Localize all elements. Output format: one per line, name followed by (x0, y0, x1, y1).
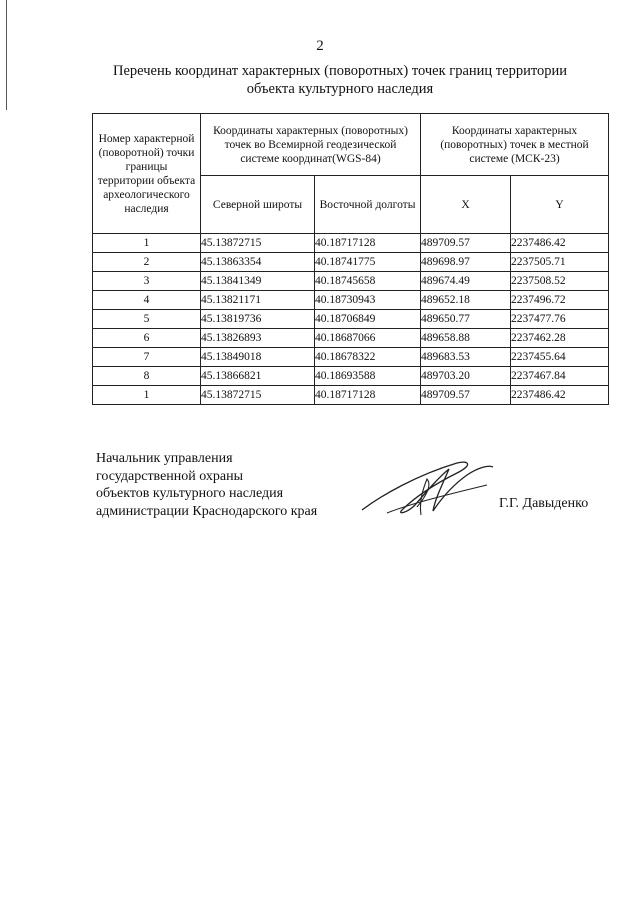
header-y: Y (511, 176, 609, 234)
cell-point-number: 1 (93, 386, 201, 405)
cell-point-number: 8 (93, 367, 201, 386)
cell-latitude: 45.13849018 (201, 348, 315, 367)
cell-latitude: 45.13821171 (201, 291, 315, 310)
cell-longitude: 40.18678322 (315, 348, 421, 367)
position-line-1: Начальник управления (96, 451, 233, 466)
cell-y: 2237455.64 (511, 348, 609, 367)
cell-longitude: 40.18717128 (315, 234, 421, 253)
coordinates-table (92, 113, 609, 405)
cell-latitude: 45.13866821 (201, 367, 315, 386)
table-row (93, 348, 609, 367)
cell-point-number: 5 (93, 310, 201, 329)
cell-y: 2237486.42 (511, 234, 609, 253)
cell-x: 489658.88 (421, 329, 511, 348)
cell-point-number: 2 (93, 253, 201, 272)
cell-x: 489652.18 (421, 291, 511, 310)
header-msk23-group: Координаты характерных (поворотных) точек в местной системе (МСК-23) (421, 114, 609, 176)
table-body (93, 234, 609, 405)
cell-x: 489683.53 (421, 348, 511, 367)
title-line-2: объекта культурного наследия (246, 81, 434, 97)
handwritten-signature (357, 455, 497, 525)
cell-y: 2237477.76 (511, 310, 609, 329)
cell-longitude: 40.18745658 (315, 272, 421, 291)
signature-block (96, 450, 317, 520)
header-latitude: Северной широты (201, 176, 315, 234)
cell-point-number: 6 (93, 329, 201, 348)
cell-latitude: 45.13872715 (201, 234, 315, 253)
header-x: X (421, 176, 511, 234)
cell-latitude: 45.13826893 (201, 329, 315, 348)
table-row (93, 253, 609, 272)
cell-x: 489709.57 (421, 386, 511, 405)
table-row (93, 367, 609, 386)
cell-longitude: 40.18717128 (315, 386, 421, 405)
cell-y: 2237505.71 (511, 253, 609, 272)
cell-y: 2237486.42 (511, 386, 609, 405)
cell-longitude: 40.18706849 (315, 310, 421, 329)
table-row (93, 234, 609, 253)
cell-latitude: 45.13872715 (201, 386, 315, 405)
cell-x: 489650.77 (421, 310, 511, 329)
table-row (93, 291, 609, 310)
table-row (93, 386, 609, 405)
cell-latitude: 45.13841349 (201, 272, 315, 291)
document-title (90, 62, 590, 98)
table-row (93, 272, 609, 291)
header-point-number: Номер характерной (поворотной) точки границы территории объекта археологического наследия (93, 114, 201, 234)
cell-x: 489709.57 (421, 234, 511, 253)
page-number: 2 (316, 38, 324, 54)
cell-point-number: 7 (93, 348, 201, 367)
table-row (93, 329, 609, 348)
cell-point-number: 4 (93, 291, 201, 310)
cell-longitude: 40.18730943 (315, 291, 421, 310)
signer-name: Г.Г. Давыденко (499, 496, 589, 511)
cell-x: 489703.20 (421, 367, 511, 386)
cell-y: 2237508.52 (511, 272, 609, 291)
cell-latitude: 45.13819736 (201, 310, 315, 329)
cell-longitude: 40.18687066 (315, 329, 421, 348)
cell-y: 2237496.72 (511, 291, 609, 310)
cell-y: 2237467.84 (511, 367, 609, 386)
cell-longitude: 40.18741775 (315, 253, 421, 272)
cell-x: 489698.97 (421, 253, 511, 272)
cell-point-number: 3 (93, 272, 201, 291)
page-edge-line (6, 0, 7, 110)
position-line-4: администрации Краснодарского края (96, 503, 318, 519)
cell-x: 489674.49 (421, 272, 511, 291)
header-longitude: Восточной долготы (315, 176, 421, 234)
title-line-1: Перечень координат характерных (поворотных) точек границ территории (112, 63, 568, 79)
position-line-3: объектов культурного наследия (96, 486, 284, 501)
position-line-2: государственной охраны (96, 468, 244, 484)
cell-point-number: 1 (93, 234, 201, 253)
cell-longitude: 40.18693588 (315, 367, 421, 386)
cell-latitude: 45.13863354 (201, 253, 315, 272)
table-row (93, 310, 609, 329)
cell-y: 2237462.28 (511, 329, 609, 348)
header-wgs84-group: Координаты характерных (поворотных) точек во Всемирной геодезической системе координат(WGS-84) (201, 114, 421, 176)
